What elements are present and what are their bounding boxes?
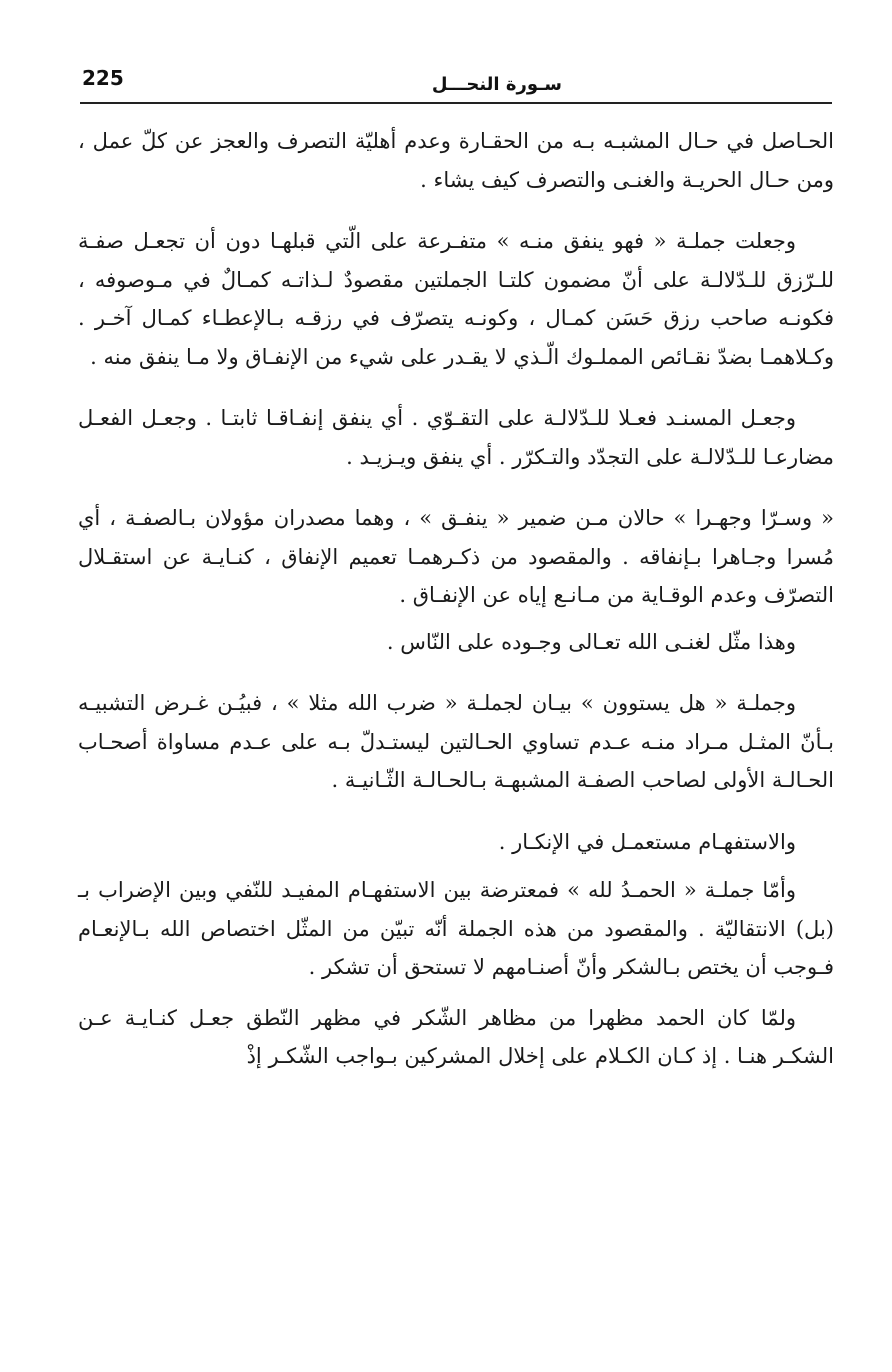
page-number: 225 — [82, 66, 124, 90]
paragraph-8: وأمّا جملـة « الحمـدُ لله » فمعترضة بين الاستفهـام المفيـد للنّفي وبين الإضراب بـ (بل) الانتقاليّة . والمقصود من هذه الجملة أنّه تبيّن من المثّل اختصاص الله بـالإنعـام فـوجب أن يختص بـالشكر وأنّ أصنـامهم لا تستحق أن تشكر . — [78, 878, 834, 979]
paragraph-6: وجملـة « هل يستوون » بيـان لجملـة « ضرب الله مثلا » ، فبيُـن غـرض التشبيـه بـأنّ المثـل مـراد منـه عـدم تساوي الحـالتين ليستـدلّ بـه على عـدم مساواة أصحـاب الحـالـة الأولى لصاحب الصفـة المشبهـة بـالحـالـة الثّـانيـة . — [78, 691, 834, 792]
running-title: سـورة النحـــل — [431, 74, 562, 95]
paragraph-2: وجعلت جملـة « فهو ينفق منـه » متفـرعة على الّتي قبلهـا دون أن تجعـل صفـة للـرّزق للـدّلالـة على أنّ مضمون كلتـا الجملتين مقصودٌ لـذاتـه كمـالٌ في مـوصوفه ، فكونـه صاحب رزق حَسَن كمـال ، وكونـه يتصرّف في رزقـه بـالإعطـاء كمـال آخـر . وكـلاهمـا بضدّ نقـائص المملـوك الّـذي لا يقـدر على شيء من الإنفـاق ولا مـا ينفق منه . — [78, 229, 834, 369]
paragraph-5: وهذا مثّل لغنـى الله تعـالى وجـوده على النّاس . — [386, 629, 796, 654]
body-text — [78, 122, 834, 1076]
paragraph-7: والاستفهـام مستعمـل في الإنكـار . — [498, 829, 796, 854]
header-rule — [80, 102, 832, 104]
paragraph-3: وجعـل المسنـد فعـلا للـدّلالـة على التقـوّي . أي ينفق إنفـاقـا ثابتـا . وجعـل الفعـل مضارعـا للـدّلالـة على التجدّد والتـكرّر . أي ينفق ويـزيـد . — [78, 406, 834, 469]
paragraph-9: ولمّا كان الحمد مظهرا من مظاهر الشّكر في مظهر النّطق جعـل كنـايـة عـن الشكـر هنـا . إذ كـان الكـلام على إخلال المشركين بـواجب الشّكـر إذْ — [78, 1005, 834, 1068]
page-header — [80, 66, 832, 106]
paragraph-4: « وسـرّا وجهـرا » حالان مـن ضمير « ينفـق » ، وهما مصدران مؤولان بـالصفـة ، أي مُسرا وجـاهرا بـإنفاقه . والمقصود من ذكـرهمـا تعميم الإنفاق ، كنـايـة عن استقـلال التصرّف وعدم الوقـاية من مـانـع إياه عن الإنفـاق . — [78, 506, 834, 607]
paragraph-1: الحـاصل في حـال المشبـه بـه من الحقـارة وعدم أهليّة التصرف والعجز عن كلّ عمل ، ومن حـال الحريـة والغنـى والتصرف كيف يشاء . — [78, 129, 834, 192]
